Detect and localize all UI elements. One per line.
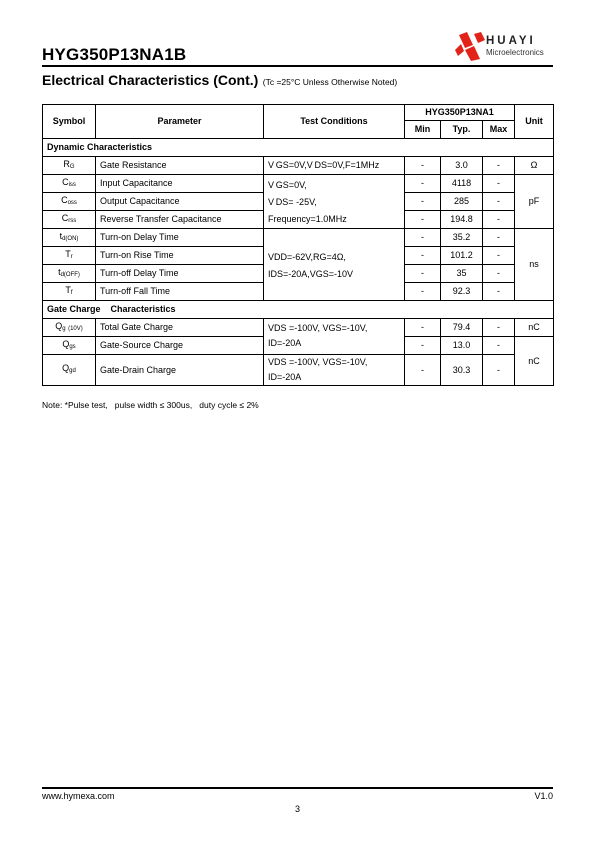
- min-cell: -: [405, 283, 441, 301]
- group-gate-charge-title: Gate Charge Characteristics: [43, 301, 554, 319]
- header-device: HYG350P13NA1: [405, 105, 515, 121]
- footer-version: V1.0: [534, 791, 553, 801]
- header-parameter: Parameter: [96, 105, 264, 139]
- capacitance-unit-cell: pF: [515, 175, 554, 229]
- huayi-logo-icon: [453, 30, 487, 62]
- max-cell: -: [483, 175, 515, 193]
- symbol-cell: $t_{d(OFF)}$: [43, 265, 96, 283]
- section-title: Electrical Characteristics (Cont.): [42, 72, 259, 88]
- section-heading: [42, 72, 397, 90]
- header-typ: Typ.: [441, 121, 483, 139]
- table-row: [43, 157, 554, 175]
- group-dynamic-title: Dynamic Characteristics: [43, 139, 554, 157]
- condition-line: Frequency=1.0MHz: [268, 214, 347, 224]
- min-cell: -: [405, 229, 441, 247]
- header-test-conditions: Test Conditions: [264, 105, 405, 139]
- switching-condition-cell: [264, 229, 405, 301]
- table-row: [43, 319, 554, 337]
- part-number: HYG350P13NA1B: [42, 45, 187, 64]
- footer-rule: [42, 787, 553, 789]
- table-row: [43, 355, 554, 386]
- parameter-cell: Total Gate Charge: [96, 319, 264, 337]
- table-row: [43, 229, 554, 247]
- max-cell: -: [483, 247, 515, 265]
- typ-cell: 4118: [441, 175, 483, 193]
- group-row-dynamic: [43, 139, 554, 157]
- min-cell: -: [405, 265, 441, 283]
- min-cell: -: [405, 175, 441, 193]
- max-cell: -: [483, 211, 515, 229]
- parameter-cell: Reverse Transfer Capacitance: [96, 211, 264, 229]
- unit-cell: Ω: [515, 157, 554, 175]
- min-cell: -: [405, 355, 441, 386]
- unit-cell: nC: [515, 319, 554, 337]
- table-row: [43, 175, 554, 193]
- header-unit: Unit: [515, 105, 554, 139]
- condition-line: V DS= -25V,: [268, 197, 317, 207]
- gate-charge-unit-cell: nC: [515, 337, 554, 386]
- logo-name: HUAYI: [486, 35, 536, 47]
- header-symbol: Symbol: [43, 105, 96, 139]
- max-cell: -: [483, 157, 515, 175]
- electrical-characteristics-table: [42, 104, 554, 386]
- symbol-cell: $T_f$: [43, 283, 96, 301]
- parameter-cell: Input Capacitance: [96, 175, 264, 193]
- min-cell: -: [405, 337, 441, 355]
- switching-unit-cell: ns: [515, 229, 554, 301]
- parameter-cell: Gate-Source Charge: [96, 337, 264, 355]
- condition-line: ID=-20A: [268, 372, 302, 382]
- symbol-cell: $Q_{gd}$: [43, 355, 96, 386]
- parameter-cell: Turn-off Delay Time: [96, 265, 264, 283]
- condition-line: VDS =-100V, VGS=-10V,: [268, 323, 368, 333]
- min-cell: -: [405, 211, 441, 229]
- parameter-cell: Gate Resistance: [96, 157, 264, 175]
- min-cell: -: [405, 247, 441, 265]
- condition-line: VDD=-62V,RG=4Ω,: [268, 251, 346, 262]
- typ-cell: 79.4: [441, 319, 483, 337]
- parameter-cell: Turn-on Rise Time: [96, 247, 264, 265]
- section-conditions: (Tc =25°C Unless Otherwise Noted): [262, 77, 398, 87]
- header-min: Min: [405, 121, 441, 139]
- symbol-cell: $Q_g$ $_{(10V)}$: [43, 319, 96, 337]
- pulse-test-note: Note: *Pulse test, pulse width ≤ 300us, duty cycle ≤ 2%: [42, 400, 259, 410]
- max-cell: -: [483, 337, 515, 355]
- symbol-cell: $T_r$: [43, 247, 96, 265]
- condition-line: VDS =-100V, VGS=-10V,: [268, 357, 368, 367]
- typ-cell: 92.3: [441, 283, 483, 301]
- max-cell: -: [483, 283, 515, 301]
- max-cell: -: [483, 193, 515, 211]
- symbol-cell: $t_{d(ON)}$: [43, 229, 96, 247]
- max-cell: -: [483, 319, 515, 337]
- typ-cell: 3.0: [441, 157, 483, 175]
- max-cell: -: [483, 265, 515, 283]
- capacitance-condition-cell: [264, 175, 405, 229]
- symbol-cell: $R_G$: [43, 157, 96, 175]
- group-row-gate-charge: [43, 301, 554, 319]
- footer-website: www.hymexa.com: [42, 791, 115, 801]
- condition-line: ID=-20A: [268, 338, 302, 348]
- typ-cell: 30.3: [441, 355, 483, 386]
- typ-cell: 13.0: [441, 337, 483, 355]
- symbol-cell: $C_{oss}$: [43, 193, 96, 211]
- page-number: 3: [294, 804, 300, 814]
- condition-line: V GS=0V,: [268, 180, 307, 190]
- max-cell: -: [483, 355, 515, 386]
- typ-cell: 194.8: [441, 211, 483, 229]
- symbol-cell: $C_{iss}$: [43, 175, 96, 193]
- condition-line: IDS=-20A,VGS=-10V: [268, 268, 354, 279]
- min-cell: -: [405, 319, 441, 337]
- company-logo: [453, 30, 553, 62]
- max-cell: -: [483, 229, 515, 247]
- gate-charge-condition-cell: [264, 319, 405, 355]
- symbol-cell: $Q_{gs}$: [43, 337, 96, 355]
- typ-cell: 35: [441, 265, 483, 283]
- parameter-cell: Turn-on Delay Time: [96, 229, 264, 247]
- min-cell: -: [405, 157, 441, 175]
- logo-subtitle: Microelectronics: [486, 48, 544, 57]
- typ-cell: 101.2: [441, 247, 483, 265]
- parameter-cell: Gate-Drain Charge: [96, 355, 264, 386]
- parameter-cell: Output Capacitance: [96, 193, 264, 211]
- parameter-cell: Turn-off Fall Time: [96, 283, 264, 301]
- typ-cell: 285: [441, 193, 483, 211]
- header-rule: [42, 65, 553, 67]
- header-row: [43, 105, 554, 121]
- condition-cell: [264, 355, 405, 386]
- min-cell: -: [405, 193, 441, 211]
- symbol-cell: $C_{rss}$: [43, 211, 96, 229]
- typ-cell: 35.2: [441, 229, 483, 247]
- condition-cell: V GS=0V,V DS=0V,F=1MHz: [264, 157, 405, 175]
- header-max: Max: [483, 121, 515, 139]
